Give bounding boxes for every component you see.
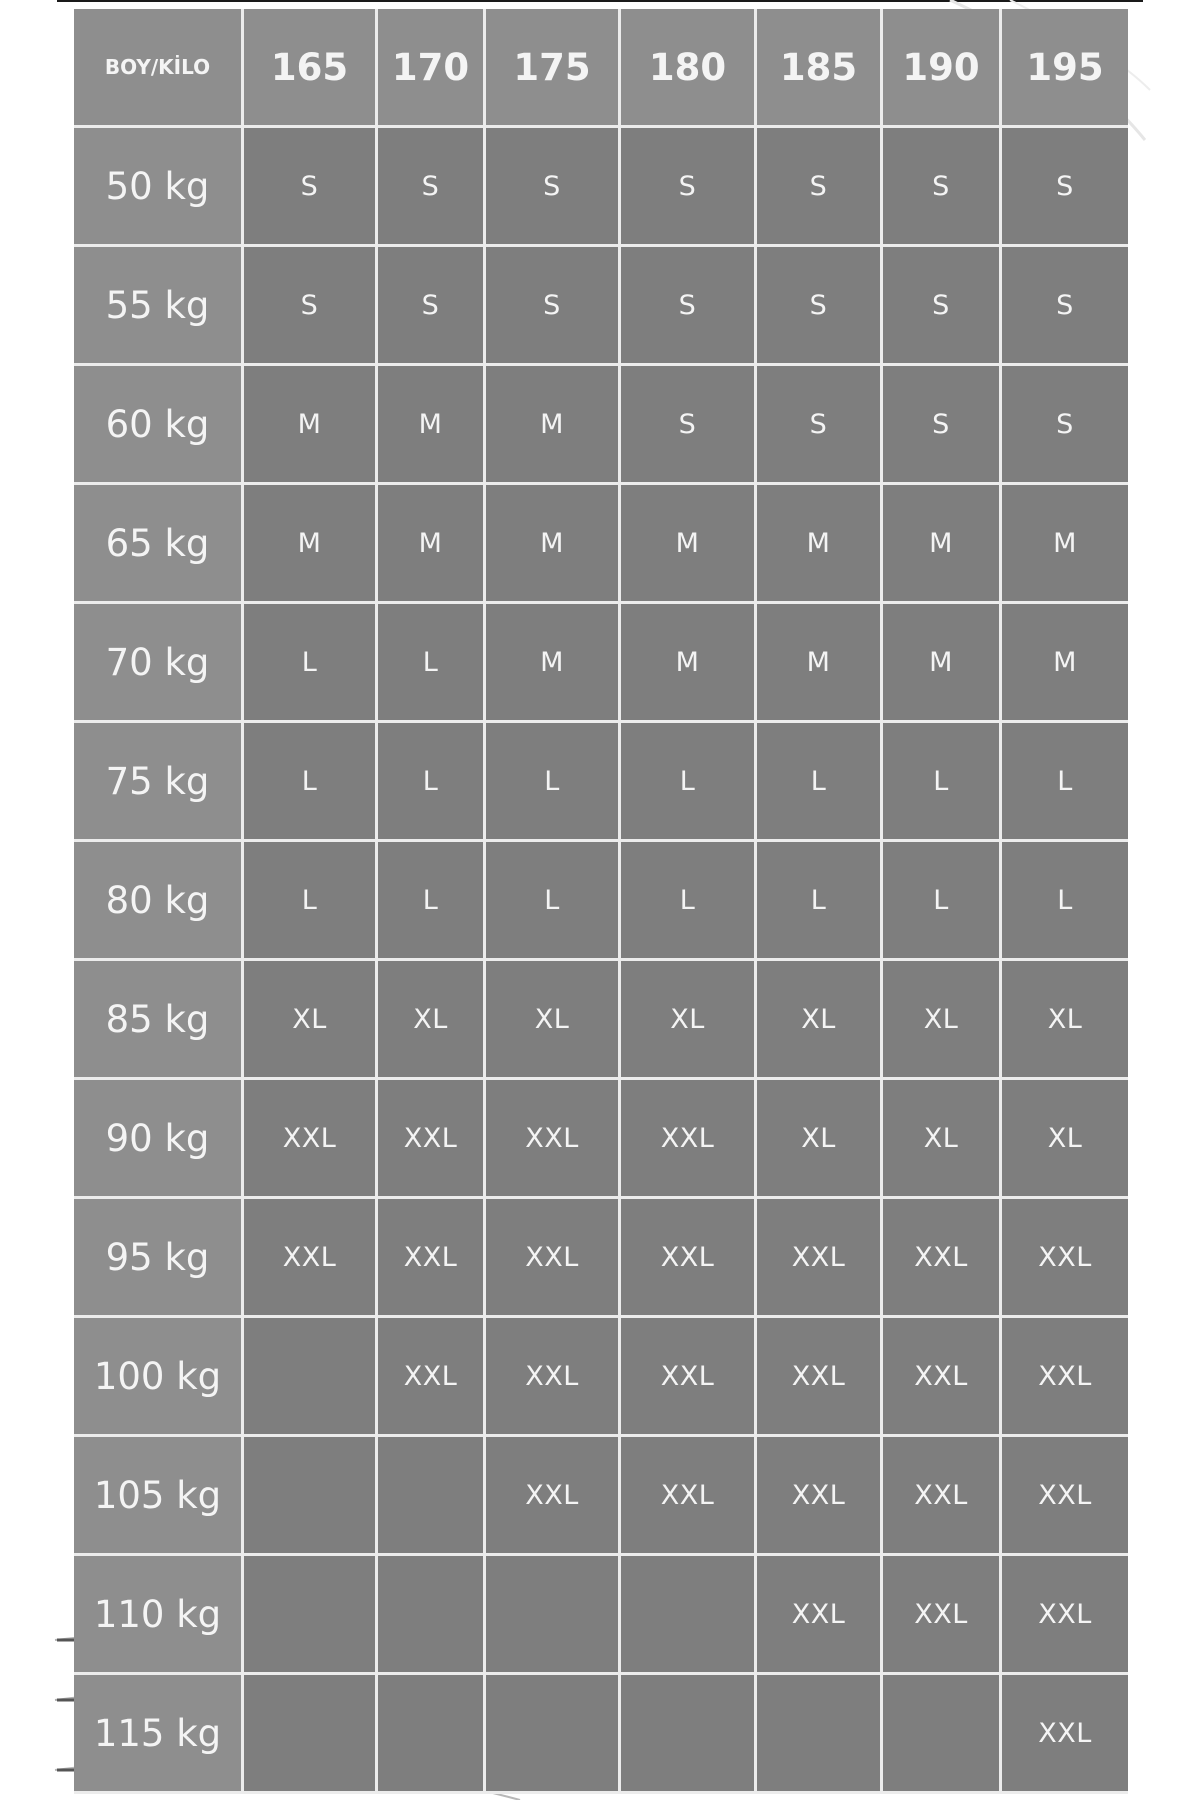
size-cell: M <box>621 604 757 723</box>
size-cell: M <box>378 485 486 604</box>
size-cell: XXL <box>621 1437 757 1556</box>
size-cell <box>244 1437 378 1556</box>
size-cell: L <box>378 604 486 723</box>
size-cell: M <box>486 366 621 485</box>
size-cell: XL <box>883 1080 1002 1199</box>
size-cell: XXL <box>621 1199 757 1318</box>
size-cell: XXL <box>1002 1318 1128 1437</box>
size-cell <box>621 1675 757 1794</box>
size-cell: XL <box>621 961 757 1080</box>
size-cell: M <box>244 366 378 485</box>
size-cell: S <box>244 128 378 247</box>
size-cell: L <box>757 723 883 842</box>
size-cell: S <box>621 128 757 247</box>
header-height-180: 180 <box>621 9 757 128</box>
header-height-165: 165 <box>244 9 378 128</box>
size-cell: L <box>883 723 1002 842</box>
size-cell: XXL <box>757 1199 883 1318</box>
size-cell: L <box>883 842 1002 961</box>
size-cell: L <box>378 842 486 961</box>
header-height-170: 170 <box>378 9 486 128</box>
row-weight-label: 60 kg <box>74 366 244 485</box>
size-cell: L <box>486 842 621 961</box>
size-cell: XL <box>757 1080 883 1199</box>
size-cell: XXL <box>757 1318 883 1437</box>
row-weight-label: 115 kg <box>74 1675 244 1794</box>
header-corner-label: BOY/KİLO <box>74 9 244 128</box>
size-cell: M <box>244 485 378 604</box>
size-cell <box>244 1675 378 1794</box>
size-cell: L <box>621 723 757 842</box>
size-cell: XXL <box>757 1556 883 1675</box>
size-cell: S <box>1002 247 1128 366</box>
size-cell: XXL <box>378 1080 486 1199</box>
row-weight-label: 65 kg <box>74 485 244 604</box>
size-cell: XXL <box>883 1318 1002 1437</box>
size-cell: M <box>757 604 883 723</box>
size-cell: XL <box>1002 1080 1128 1199</box>
size-cell: M <box>621 485 757 604</box>
size-cell: S <box>757 366 883 485</box>
size-cell <box>486 1675 621 1794</box>
size-cell: S <box>486 128 621 247</box>
row-weight-label: 70 kg <box>74 604 244 723</box>
row-weight-label: 90 kg <box>74 1080 244 1199</box>
size-cell: L <box>1002 723 1128 842</box>
size-cell: S <box>244 247 378 366</box>
size-cell: XXL <box>621 1080 757 1199</box>
size-cell: S <box>621 247 757 366</box>
size-cell: XL <box>378 961 486 1080</box>
size-cell: S <box>1002 128 1128 247</box>
row-weight-label: 105 kg <box>74 1437 244 1556</box>
size-cell: M <box>757 485 883 604</box>
header-height-175: 175 <box>486 9 621 128</box>
row-weight-label: 50 kg <box>74 128 244 247</box>
size-cell: M <box>1002 604 1128 723</box>
size-cell: XL <box>883 961 1002 1080</box>
size-cell: S <box>883 247 1002 366</box>
size-cell: M <box>883 485 1002 604</box>
size-cell: S <box>757 128 883 247</box>
size-cell <box>757 1675 883 1794</box>
size-cell: XXL <box>244 1199 378 1318</box>
size-cell: L <box>244 604 378 723</box>
size-cell: XXL <box>883 1556 1002 1675</box>
row-weight-label: 80 kg <box>74 842 244 961</box>
size-cell: M <box>883 604 1002 723</box>
size-cell: L <box>1002 842 1128 961</box>
row-weight-label: 55 kg <box>74 247 244 366</box>
size-cell: XXL <box>378 1199 486 1318</box>
size-cell <box>244 1318 378 1437</box>
size-cell: XXL <box>486 1080 621 1199</box>
size-cell: XL <box>1002 961 1128 1080</box>
row-weight-label: 100 kg <box>74 1318 244 1437</box>
size-cell: M <box>486 485 621 604</box>
size-cell <box>378 1556 486 1675</box>
size-cell: L <box>757 842 883 961</box>
size-cell: XXL <box>486 1437 621 1556</box>
size-cell: XXL <box>883 1199 1002 1318</box>
size-cell: XL <box>757 961 883 1080</box>
header-height-195: 195 <box>1002 9 1128 128</box>
row-weight-label: 110 kg <box>74 1556 244 1675</box>
size-cell: L <box>486 723 621 842</box>
size-cell: XXL <box>1002 1437 1128 1556</box>
header-height-190: 190 <box>883 9 1002 128</box>
size-cell: S <box>621 366 757 485</box>
row-weight-label: 85 kg <box>74 961 244 1080</box>
size-cell: XXL <box>883 1437 1002 1556</box>
size-cell: XL <box>486 961 621 1080</box>
size-cell: XXL <box>378 1318 486 1437</box>
size-cell <box>378 1675 486 1794</box>
size-cell: XXL <box>486 1318 621 1437</box>
size-cell: XL <box>244 961 378 1080</box>
size-cell: L <box>378 723 486 842</box>
size-cell: M <box>378 366 486 485</box>
size-cell: S <box>378 128 486 247</box>
size-cell: S <box>757 247 883 366</box>
size-cell: XXL <box>757 1437 883 1556</box>
header-height-185: 185 <box>757 9 883 128</box>
size-cell: S <box>486 247 621 366</box>
size-cell: M <box>1002 485 1128 604</box>
size-cell <box>621 1556 757 1675</box>
size-chart-table <box>74 9 1128 1800</box>
size-cell: L <box>244 842 378 961</box>
size-cell <box>378 1437 486 1556</box>
size-cell: S <box>883 128 1002 247</box>
size-cell: S <box>1002 366 1128 485</box>
row-weight-label: 95 kg <box>74 1199 244 1318</box>
row-weight-label: 75 kg <box>74 723 244 842</box>
size-cell <box>244 1556 378 1675</box>
size-cell <box>486 1556 621 1675</box>
size-cell: XXL <box>244 1080 378 1199</box>
top-rule <box>57 0 1143 2</box>
size-cell: XXL <box>486 1199 621 1318</box>
size-cell: S <box>378 247 486 366</box>
size-cell: L <box>244 723 378 842</box>
size-cell <box>883 1675 1002 1794</box>
size-cell: M <box>486 604 621 723</box>
size-cell: XXL <box>1002 1675 1128 1794</box>
size-cell: XXL <box>621 1318 757 1437</box>
size-cell: XXL <box>1002 1199 1128 1318</box>
size-cell: S <box>883 366 1002 485</box>
size-cell: L <box>621 842 757 961</box>
size-cell: XXL <box>1002 1556 1128 1675</box>
